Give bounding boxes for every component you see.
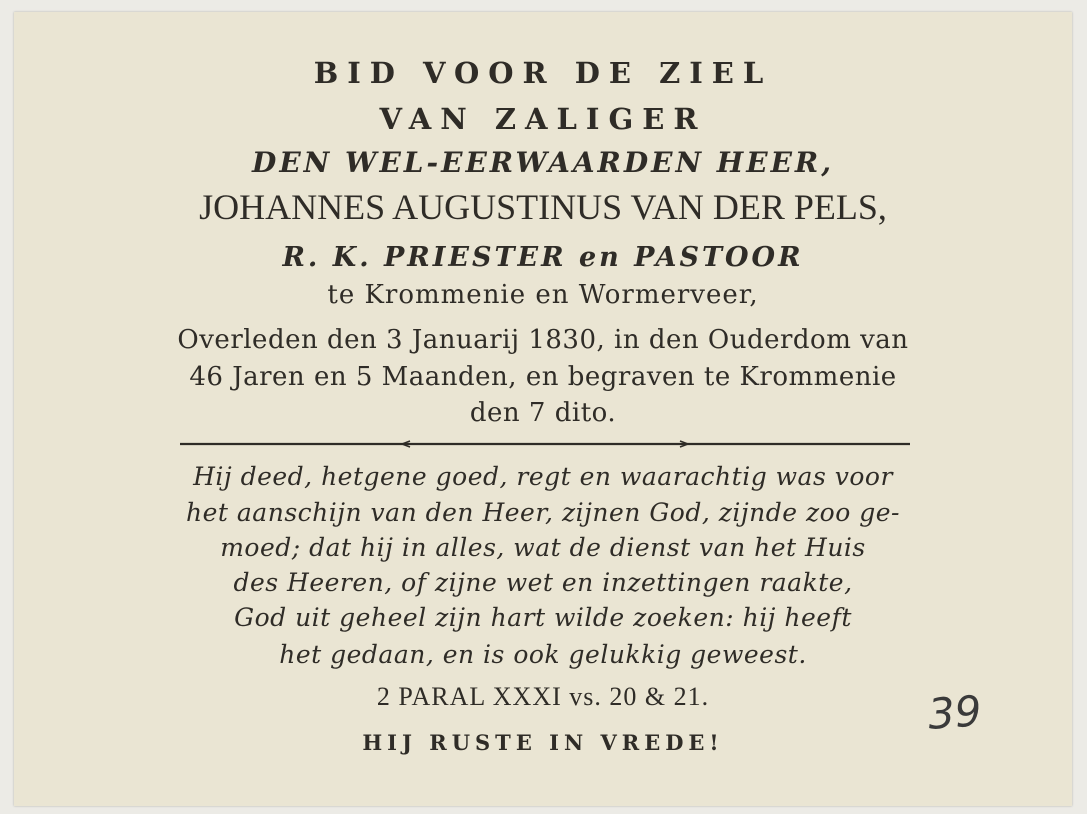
closing-line: HIJ RUSTE IN VREDE! — [362, 730, 724, 755]
death-line-2: 46 Jaren en 5 Maanden, en begraven te Krommenie — [189, 362, 897, 392]
death-line-3: den 7 dito. — [469, 398, 617, 428]
quote-line-2: het aanschijn van den Heer, zijnen God, zijnde zoo ge- — [186, 498, 900, 527]
memorial-card — [14, 12, 1072, 806]
quote-line-6: het gedaan, en is ook gelukkig geweest. — [279, 640, 807, 669]
deceased-title: R. K. PRIESTER en PASTOOR — [282, 242, 804, 273]
quote-line-5: God uit geheel zijn hart wilde zoeken: hij heeft — [234, 603, 852, 632]
death-line-1: Overleden den 3 Januarij 1830, in den Ouderdom van — [177, 325, 909, 355]
quote-line-3: moed; dat hij in alles, wat de dienst van het Huis — [220, 533, 866, 562]
quote-line-1: Hij deed, hetgene goed, regt en waarachtig was voor — [193, 462, 893, 491]
scripture-reference: 2 PARAL XXXI vs. 20 & 21. — [376, 682, 710, 711]
ornamental-divider — [180, 440, 910, 448]
deceased-place: te Krommenie en Wormerveer, — [327, 280, 759, 310]
heading-line-1: BID VOOR DE ZIEL — [313, 56, 773, 90]
heading-line-3: DEN WEL-EERWAARDEN HEER, — [252, 146, 834, 179]
handwritten-number: 39 — [926, 686, 984, 739]
deceased-name: JOHANNES AUGUSTINUS VAN DER PELS, — [199, 187, 887, 227]
quote-line-4: des Heeren, of zijne wet en inzettingen raakte, — [233, 568, 853, 597]
heading-line-2: VAN ZALIGER — [379, 102, 707, 136]
